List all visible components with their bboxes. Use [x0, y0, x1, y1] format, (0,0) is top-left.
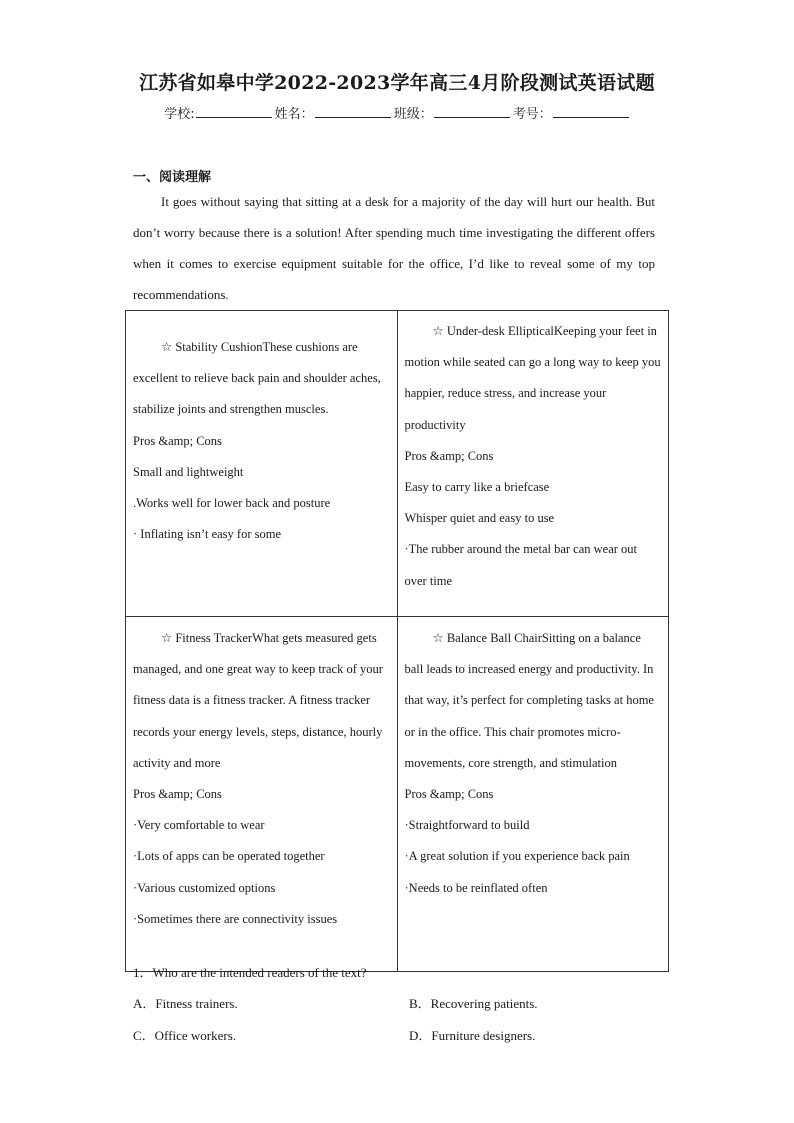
- name-label: 姓名：: [274, 107, 314, 122]
- list-item: .Works well for lower back and posture: [133, 496, 331, 511]
- list-item: ·Very comfortable to wear: [133, 818, 265, 833]
- list-item: ·Sometimes there are connectivity issues: [133, 911, 338, 926]
- elliptical-cell: [397, 311, 669, 617]
- list-item: · Inflating isn’t easy for some: [133, 527, 281, 542]
- student-info-line: [0, 103, 794, 122]
- elliptical-title: ☆ Under-desk EllipticalKeeping your feet in motion while seated can go a long way to keep you happier, reduce stress, and increase your productivity: [404, 324, 661, 432]
- exam-title: 江苏省如皋中学2022-2023学年高三4月阶段测试英语试题: [139, 72, 655, 94]
- fitness-tracker-cell: [126, 617, 398, 972]
- recommendation-table: [125, 310, 669, 972]
- fitness-tracker-title: ☆ Fitness TrackerWhat gets measured gets managed, and one great way to keep track of your fitness data is a fitness tracker. A fitness tracker records your energy levels, steps, distance, hourly activity and more: [133, 631, 383, 770]
- option-b[interactable]: B．Recovering patients.: [409, 996, 538, 1011]
- pros-cons-label: Pros &amp; Cons: [133, 433, 222, 448]
- class-label: 班级：: [393, 107, 433, 122]
- number-blank: [553, 104, 629, 118]
- pros-cons-label: Pros &amp; Cons: [404, 448, 494, 463]
- intro-paragraph: It goes without saying that sitting at a desk for a majority of the day will hurt our health. But don’t worry because there is a solution! After spending much time investigating the different offers when it comes to exercise equipment suitable for the office, I’d like to reveal some of my top recommendations.: [133, 194, 655, 302]
- list-item: Easy to carry like a briefcase: [404, 480, 550, 495]
- option-a[interactable]: A．Fitness trainers.: [133, 996, 238, 1011]
- list-item: ·Needs to be reinflated often: [404, 880, 548, 895]
- option-c[interactable]: C．Office workers.: [133, 1028, 237, 1043]
- list-item: Whisper quiet and easy to use: [404, 511, 555, 526]
- stability-cushion-title: ☆ Stability CushionThese cushions are excellent to relieve back pain and shoulder aches, stabilize joints and strengthen muscles.: [133, 340, 381, 417]
- list-item: ·The rubber around the metal bar can wear out over time: [404, 542, 638, 588]
- balance-ball-cell: [397, 617, 669, 972]
- option-d[interactable]: D．Furniture designers.: [409, 1028, 536, 1043]
- list-item: ·A great solution if you experience back pain: [404, 849, 630, 864]
- class-blank: [434, 104, 510, 118]
- number-label: 考号：: [512, 107, 552, 122]
- school-blank: [196, 104, 272, 118]
- question-1: 1．Who are the intended readers of the text?: [133, 965, 367, 980]
- list-item: ·Lots of apps can be operated together: [133, 849, 325, 864]
- list-item: ·Straightforward to build: [404, 818, 530, 833]
- name-blank: [315, 104, 391, 118]
- section-title: 一、阅读理解: [133, 170, 212, 185]
- balance-ball-title: ☆ Balance Ball ChairSitting on a balance ball leads to increased energy and productivity. In that way, it’s perfect for completing tasks at home or in the office. This chair promotes micro-movements, core strength, and stimulation: [404, 631, 654, 770]
- list-item: Small and lightweight: [133, 464, 244, 479]
- school-label: 学校:: [164, 107, 195, 122]
- stability-cushion-cell: [126, 311, 398, 617]
- list-item: ·Various customized options: [133, 880, 276, 895]
- pros-cons-label: Pros &amp; Cons: [133, 787, 222, 802]
- pros-cons-label: Pros &amp; Cons: [404, 787, 494, 802]
